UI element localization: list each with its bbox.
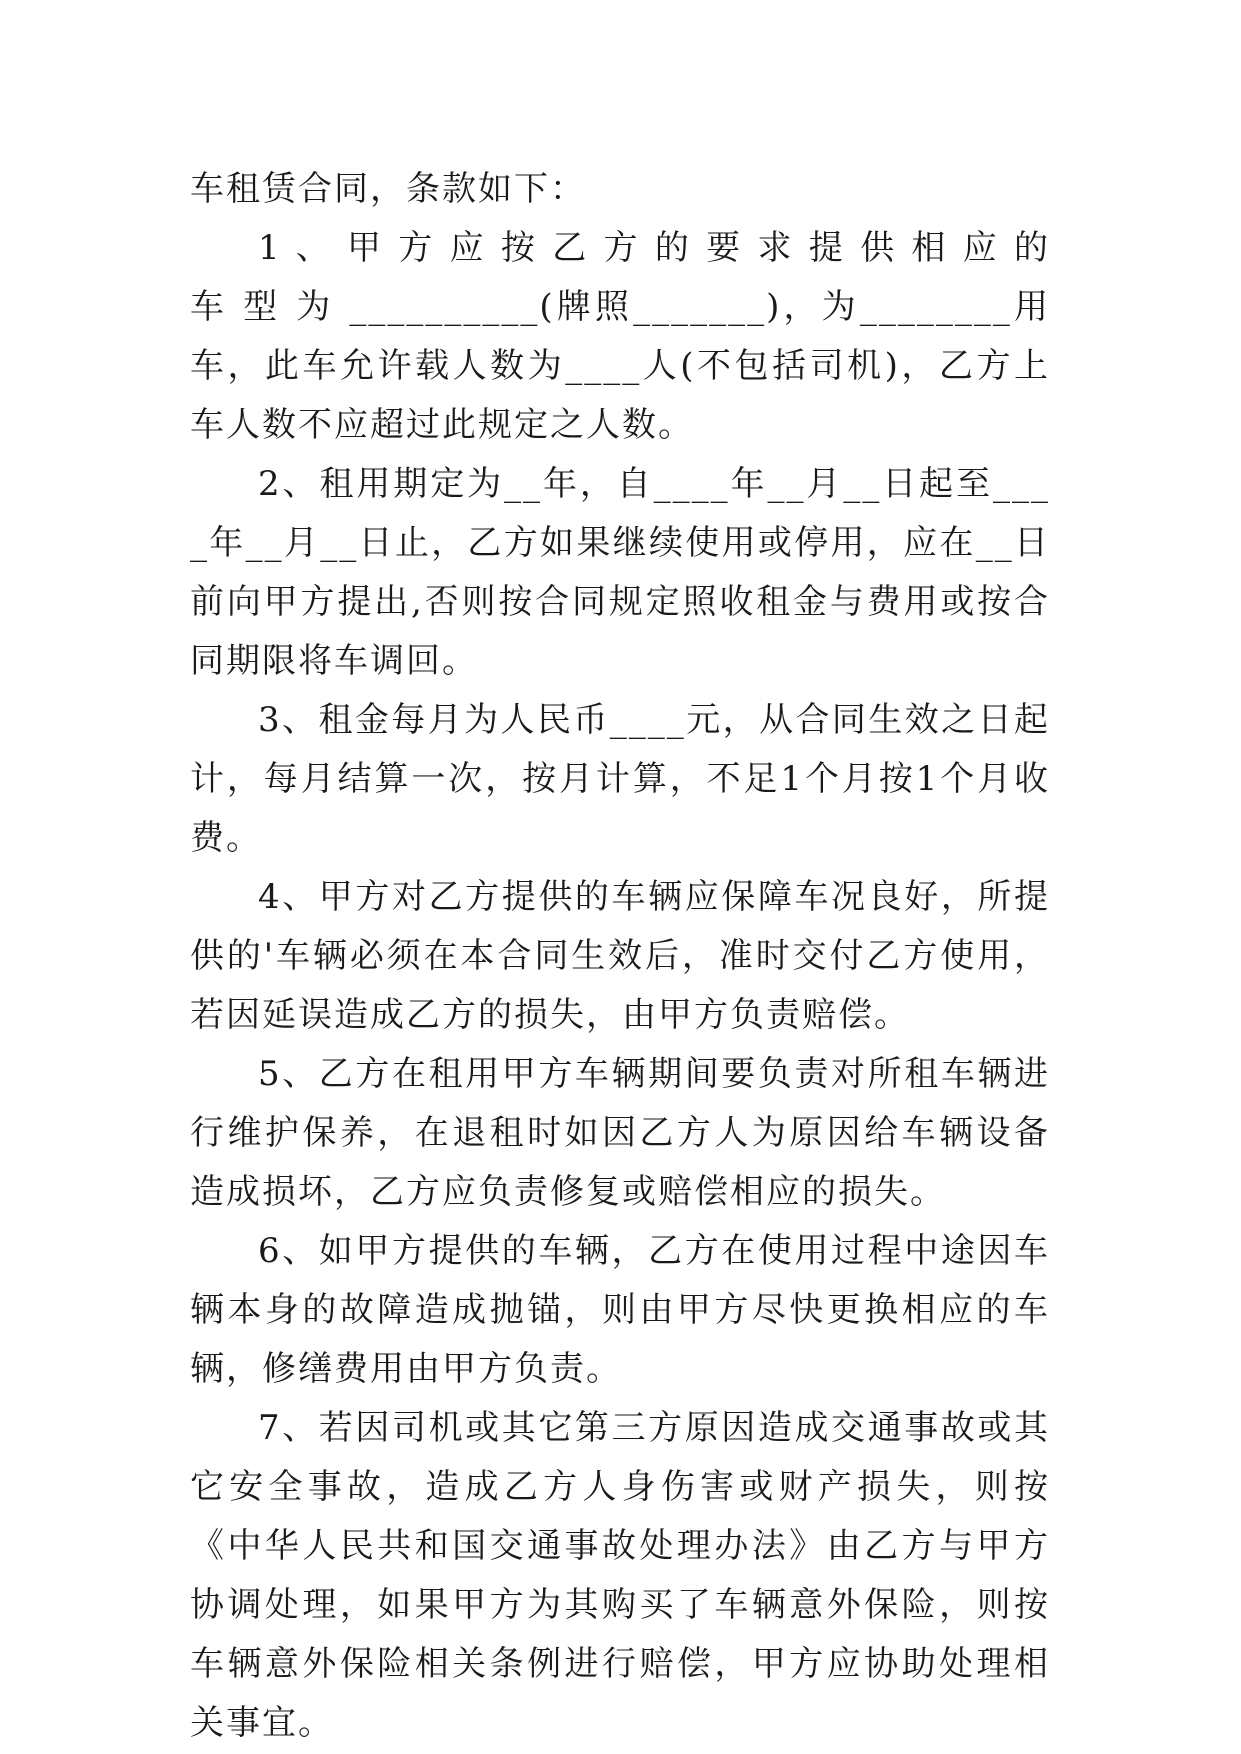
clause-2: 2、租用期定为__年，自____年__月__日起至____年__月__日止，乙方如果继续使用或停用，应在__日前向甲方提出,否则按合同规定照收租金与费用或按合同期限将车调回。 bbox=[190, 464, 1050, 681]
clause-7: 7、若因司机或其它第三方原因造成交通事故或其它安全事故，造成乙方人身伤害或财产损失，则按《中华人民共和国交通事故处理办法》由乙方与甲方协调处理，如果甲方为其购买了车辆意外保险，则按车辆意外保险相关条例进行赔偿，甲方应协助处理相关事宜。 bbox=[190, 1408, 1050, 1743]
clause-3: 3、租金每月为人民币____元，从合同生效之日起计，每月结算一次，按月计算，不足1个月按1个月收费。 bbox=[190, 700, 1050, 858]
clause-1: 1 、 甲 方 应 按 乙 方 的 要 求 提 供 相 应 的 车 型 为 __________(牌照_______)，为________用车，此车允许载人数为____人(不包括司机)，乙方上车人数不应超过此规定之人数。 bbox=[190, 228, 1050, 445]
clause-6: 6、如甲方提供的车辆，乙方在使用过程中途因车辆本身的故障造成抛锚，则由甲方尽快更换相应的车辆，修缮费用由甲方负责。 bbox=[190, 1231, 1050, 1389]
intro-paragraph: 车租赁合同，条款如下： bbox=[190, 169, 586, 209]
clause-5: 5、乙方在租用甲方车辆期间要负责对所租车辆进行维护保养，在退租时如因乙方人为原因给车辆设备造成损坏，乙方应负责修复或赔偿相应的损失。 bbox=[190, 1054, 1050, 1212]
contract-body bbox=[190, 160, 1050, 1753]
clause-4: 4、甲方对乙方提供的车辆应保障车况良好，所提供的'车辆必须在本合同生效后，准时交付乙方使用，若因延误造成乙方的损失，由甲方负责赔偿。 bbox=[190, 877, 1050, 1035]
